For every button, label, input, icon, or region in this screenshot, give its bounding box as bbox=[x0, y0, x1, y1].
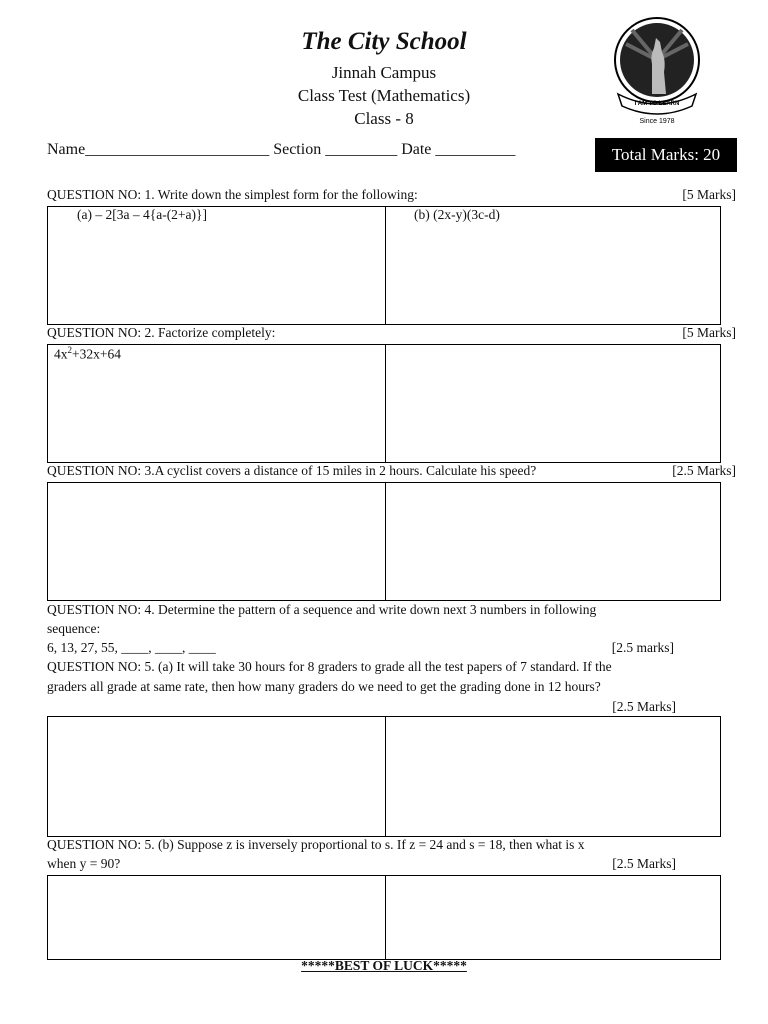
question-5a-answer-box bbox=[47, 716, 721, 837]
question-2-expression: $4x^2+32x+64$ bbox=[54, 345, 121, 362]
question-3-answer-box bbox=[47, 482, 721, 601]
question-4-sequence: 6, 13, 27, 55, ____, ____, ____ bbox=[47, 640, 216, 655]
answer-box-divider bbox=[385, 876, 386, 959]
question-4-marks: [2.5 marks] bbox=[611, 640, 674, 655]
question-3-text: QUESTION NO: 3.A cyclist covers a distance of 15 miles in 2 hours. Calculate his speed? bbox=[47, 463, 537, 478]
question-5b-answer-box bbox=[47, 875, 721, 960]
question-5b-text-line-2: when y = 90? bbox=[47, 856, 121, 871]
total-marks-badge: Total Marks: 20 bbox=[595, 138, 737, 172]
answer-box-divider bbox=[385, 717, 386, 836]
answer-box-divider bbox=[385, 207, 386, 324]
question-5a-text-line-1: QUESTION NO: 5. (a) It will take 30 hours for 8 graders to grade all the test papers of 7 standard. If the bbox=[47, 659, 612, 674]
question-5b-text-line-1: QUESTION NO: 5. (b) Suppose z is inversely proportional to s. If z = 24 and s = 18, then what is x bbox=[47, 837, 585, 852]
question-1-part-b: (b) (2x-y)(3c-d) bbox=[414, 207, 500, 222]
question-4-text-line-1: QUESTION NO: 4. Determine the pattern of a sequence and write down next 3 numbers in following bbox=[47, 602, 597, 617]
question-1-answer-box bbox=[47, 206, 721, 325]
question-2-marks: [5 Marks] bbox=[682, 325, 736, 340]
question-2-text: QUESTION NO: 2. Factorize completely: bbox=[47, 325, 276, 340]
question-1-part-a: (a) – 2[3a – 4{a-(2+a)}] bbox=[77, 207, 208, 222]
answer-box-divider bbox=[385, 345, 386, 462]
student-info-line: Name_______________________ Section _________ Date __________ bbox=[47, 141, 516, 158]
logo-motto: I AM TO LEARN bbox=[634, 101, 680, 107]
question-5a-text-line-2: graders all grade at same rate, then how many graders do we need to get the grading done in 12 hours? bbox=[47, 679, 601, 694]
logo-since: Since 1978 bbox=[639, 118, 675, 125]
answer-box-divider bbox=[385, 483, 386, 600]
footer-message: *****BEST OF LUCK***** bbox=[301, 958, 467, 973]
question-2-answer-box bbox=[47, 344, 721, 463]
question-4-text-line-2: sequence: bbox=[47, 621, 101, 636]
question-3-marks: [2.5 Marks] bbox=[672, 463, 736, 478]
school-name: The City School bbox=[301, 28, 467, 55]
school-logo bbox=[612, 16, 702, 128]
question-1-text: QUESTION NO: 1. Write down the simplest form for the following: bbox=[47, 187, 418, 202]
campus-name: Jinnah Campus bbox=[331, 63, 437, 82]
question-1-marks: [5 Marks] bbox=[682, 187, 736, 202]
question-5a-marks: [2.5 Marks] bbox=[612, 699, 676, 714]
question-5b-marks: [2.5 Marks] bbox=[612, 856, 676, 871]
test-title: Class Test (Mathematics) bbox=[297, 86, 471, 105]
class-label: Class - 8 bbox=[354, 109, 414, 128]
